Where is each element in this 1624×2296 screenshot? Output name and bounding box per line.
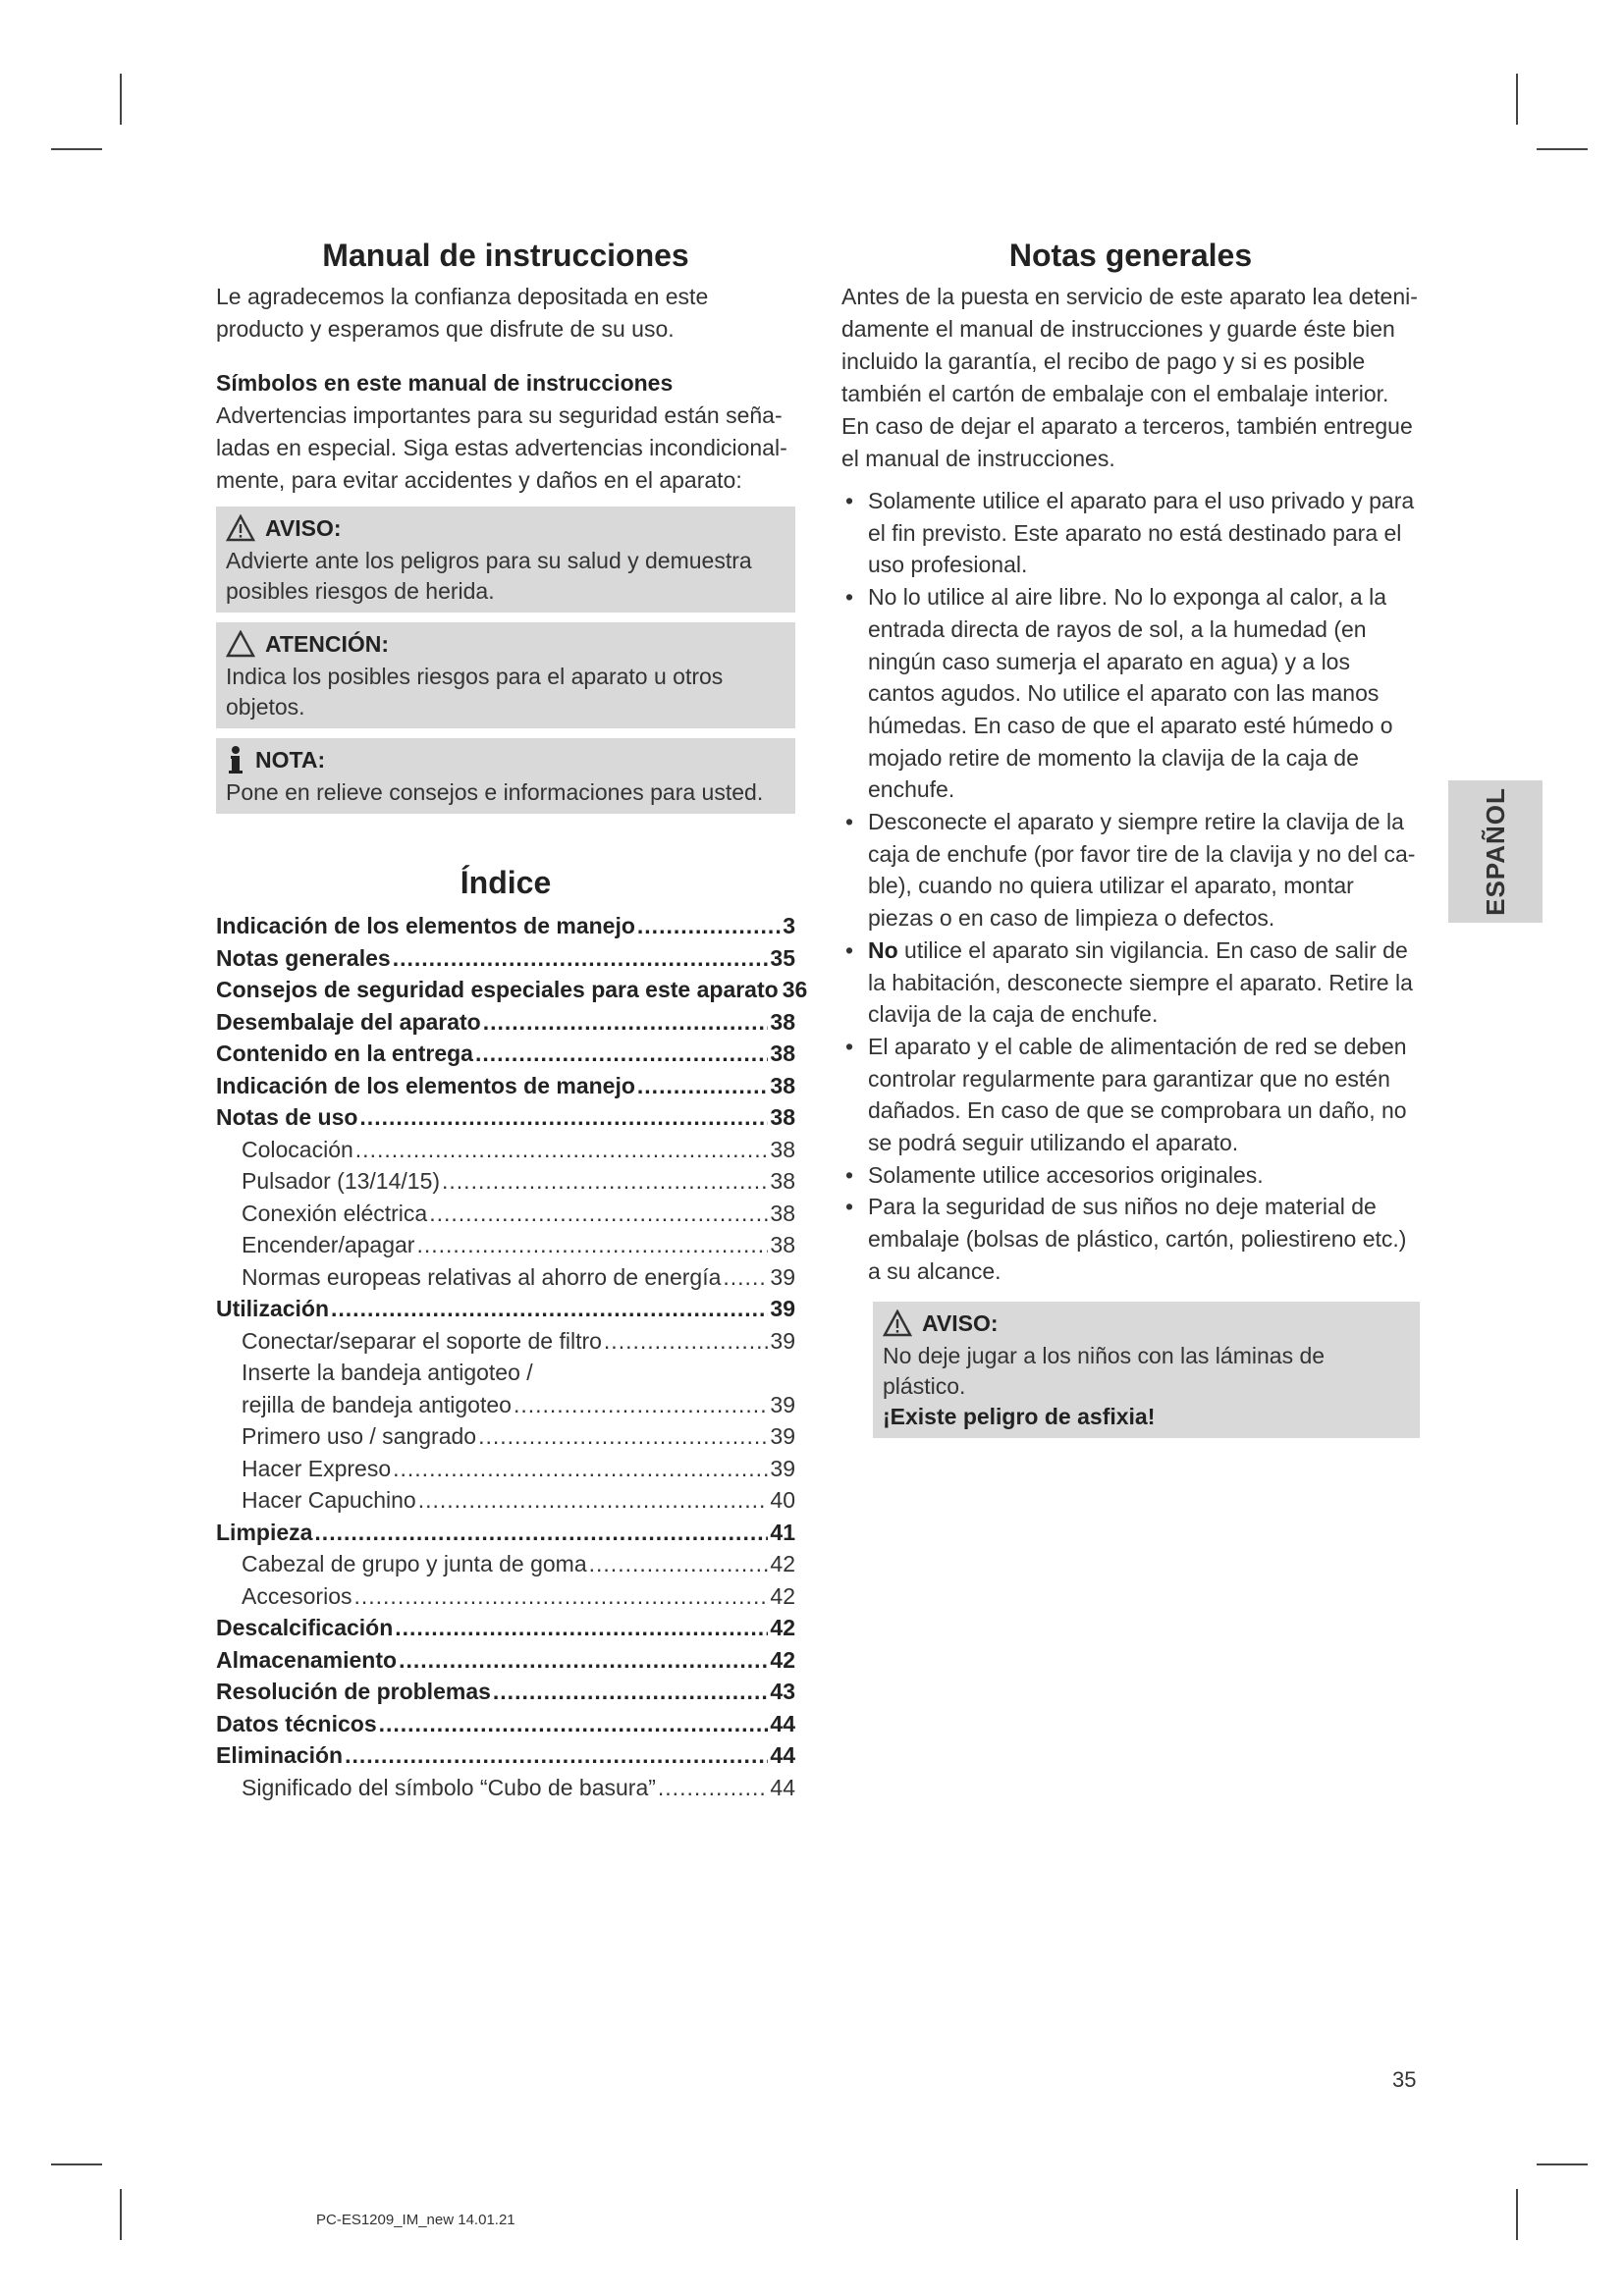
- toc-entry-label: Notas generales: [216, 944, 391, 971]
- toc-entry: [216, 1134, 795, 1166]
- toc-entry-label: Indicación de los elementos de manejo: [216, 913, 635, 938]
- toc-entry: [216, 1101, 795, 1134]
- toc-leader-dots: [393, 942, 769, 975]
- toc-entry: [216, 1420, 795, 1453]
- toc-entry: [216, 974, 808, 1006]
- warning-triangle-icon: [883, 1309, 912, 1337]
- toc-leader-dots: [589, 1548, 769, 1580]
- toc-entry: [216, 910, 795, 942]
- toc-entry: [216, 1484, 795, 1517]
- toc-entry-page: 39: [770, 1423, 795, 1449]
- toc-leader-dots: [353, 1580, 768, 1613]
- bullet-icon: •: [845, 1161, 854, 1188]
- toc-leader-dots: [658, 1772, 769, 1804]
- toc-leader-dots: [483, 1006, 769, 1039]
- crop-mark: [120, 2189, 122, 2240]
- toc-entry-label: Encender/apagar: [242, 1232, 415, 1257]
- toc-entry-page: 40: [770, 1487, 795, 1513]
- toc-leader-dots: [493, 1676, 769, 1708]
- crop-mark: [120, 74, 122, 125]
- toc-entry: [216, 1644, 795, 1677]
- toc-entry: [216, 1357, 795, 1389]
- bullet-icon: •: [845, 1033, 854, 1059]
- toc-entry-label: rejilla de bandeja antigoteo: [242, 1391, 512, 1417]
- note-title: NOTA:: [255, 747, 326, 773]
- list-item: [841, 1191, 1420, 1287]
- symbols-heading: Símbolos en este manual de instrucciones: [216, 370, 674, 396]
- toc-entry: [216, 1006, 795, 1039]
- list-item-text: El aparato y el cable de alimentación de red se deben controlar regularmente para garantizar que no estén dañados. En caso de que se comprobara un daño, no se podrá seguir utilizando el aparato.: [868, 1033, 1407, 1156]
- toc-entry: [216, 1772, 795, 1804]
- toc-entry-label: Colocación: [242, 1136, 353, 1162]
- list-item-emphasis: No: [868, 936, 898, 963]
- toc-entry-label: Descalcificación: [216, 1615, 394, 1640]
- toc-entry-label: Conectar/separar el soporte de filtro: [242, 1327, 602, 1354]
- list-item-text: Solamente utilice el aparato para el uso privado y para el fin previsto. Este aparato no está destinado para el uso profesional.: [868, 488, 1415, 578]
- warning-box: [216, 507, 795, 613]
- choking-warning-text: No deje jugar a los niños con las láminas de plástico.: [883, 1342, 1326, 1399]
- language-tab-label: ESPAÑOL: [1480, 787, 1510, 916]
- toc-entry-page: 38: [770, 1200, 795, 1226]
- note-box: [216, 738, 795, 814]
- toc-entry-page: 44: [770, 1710, 795, 1736]
- list-item: [841, 485, 1420, 581]
- list-item: [841, 806, 1420, 934]
- general-notes-intro: Antes de la puesta en servicio de este aparato lea detenidamente el manual de instrucciones y guarde éste bien incluido la garantía, el recibo de pago y si es posible también el cartón de embalaje con el embalaje interior. En caso de dejar el aparato a terceros, también entregue el manual de instrucciones.: [841, 284, 1418, 471]
- toc-entry: [216, 1580, 795, 1613]
- toc-leader-dots: [395, 1612, 768, 1644]
- toc-entry: [216, 1165, 795, 1198]
- warning-text: Advierte ante los peligros para su salud y demuestra posibles riesgos de herida.: [226, 548, 752, 604]
- list-item: [841, 934, 1420, 1031]
- toc-entry-page: 43: [770, 1679, 795, 1704]
- general-notes-list: [841, 485, 1420, 1288]
- toc-entry-label: Contenido en la entrega: [216, 1041, 473, 1066]
- crop-mark: [51, 148, 102, 150]
- toc-entry-page: 38: [770, 1168, 795, 1194]
- toc-entry-label: Almacenamiento: [216, 1646, 398, 1673]
- list-item-text: utilice el aparato sin vigilancia. En caso de salir de la habitación, desconecte siempre el aparato. Retire la clavija de la caja de enchufe.: [868, 936, 1413, 1028]
- manual-title: Manual de instrucciones: [322, 238, 689, 273]
- toc-entry-label: Significado del símbolo “Cubo de basura”: [242, 1774, 656, 1800]
- toc-entry-label: Inserte la bandeja antigoteo /: [242, 1360, 533, 1385]
- toc-entry: [216, 1325, 795, 1358]
- general-notes-title: Notas generales: [1008, 238, 1253, 273]
- toc-entry-page: 38: [770, 1041, 795, 1066]
- crop-mark: [1516, 2189, 1518, 2240]
- list-item-text: Para la seguridad de sus niños no deje material de embalaje (bolsas de plástico, cartón, poliestireno etc.) a su alcance.: [868, 1194, 1407, 1284]
- toc-entry: [216, 1453, 795, 1485]
- toc-entry-page: 44: [770, 1774, 795, 1800]
- toc-leader-dots: [355, 1134, 769, 1166]
- bullet-icon: •: [845, 936, 854, 963]
- bullet-icon: •: [845, 584, 854, 611]
- toc-entry: [216, 1389, 795, 1421]
- list-item: [841, 581, 1420, 806]
- toc-title: Índice: [460, 865, 552, 900]
- toc-entry-label: Indicación de los elementos de manejo: [216, 1072, 635, 1098]
- print-footer: PC-ES1209_IM_new 14.01.21: [316, 2212, 515, 2228]
- toc-entry-page: 38: [770, 1232, 795, 1257]
- toc-leader-dots: [379, 1708, 769, 1740]
- right-column: [841, 234, 1420, 1438]
- toc-entry-page: 42: [770, 1582, 795, 1609]
- toc-entry: [216, 1612, 795, 1644]
- toc-entry: [216, 1739, 795, 1772]
- toc-entry-page: 42: [770, 1615, 795, 1640]
- toc-entry-page: 39: [770, 1455, 795, 1481]
- toc-entry-page: 36: [782, 977, 808, 1002]
- crop-mark: [1516, 74, 1518, 125]
- toc-entry-label: Hacer Expreso: [242, 1455, 392, 1481]
- toc-entry-label: Hacer Capuchino: [242, 1487, 416, 1513]
- toc-entry-page: 44: [770, 1742, 795, 1768]
- toc-entry-label: Resolución de problemas: [216, 1679, 491, 1704]
- toc-leader-dots: [637, 1070, 769, 1102]
- caution-title: ATENCIÓN:: [265, 631, 390, 657]
- left-column: [216, 234, 808, 1803]
- choking-warning-title: AVISO:: [922, 1309, 999, 1336]
- toc-entry: [216, 1198, 795, 1230]
- toc-leader-dots: [478, 1420, 768, 1453]
- list-item-text: Solamente utilice accesorios originales.: [868, 1161, 1264, 1188]
- list-item-text: Desconecte el aparato y siempre retire la clavija de la caja de enchufe (por favor tire de la clavija y no del cable), cuando no quiera utilizar el aparato, montar piezas o en caso de limpieza o defectos.: [868, 809, 1416, 932]
- toc-entry-page: 38: [770, 1104, 795, 1130]
- toc-leader-dots: [475, 1038, 768, 1070]
- toc-entry-label: Pulsador (13/14/15): [242, 1168, 441, 1194]
- toc-entry: [216, 1038, 795, 1070]
- toc-entry-page: 39: [770, 1296, 795, 1321]
- language-tab: [1448, 780, 1543, 923]
- toc-leader-dots: [416, 1229, 768, 1261]
- toc-entry-label: Notas de uso: [216, 1104, 358, 1130]
- toc-entry-page: 42: [770, 1646, 795, 1673]
- toc-entry: [216, 1517, 795, 1549]
- toc-entry-label: Desembalaje del aparato: [216, 1008, 481, 1035]
- caution-triangle-icon: [226, 630, 255, 658]
- bullet-icon: •: [845, 1194, 854, 1220]
- toc-entry-label: Eliminación: [216, 1742, 344, 1768]
- page-number: 35: [1392, 2067, 1417, 2092]
- toc-entry-label: Utilización: [216, 1296, 330, 1321]
- toc-entry: [216, 1293, 795, 1325]
- crop-mark: [51, 2163, 102, 2165]
- toc-leader-dots: [331, 1293, 768, 1325]
- toc-entry: [216, 1708, 795, 1740]
- caution-text: Indica los posibles riesgos para el aparato u otros objetos.: [226, 664, 724, 720]
- toc-entry: [216, 1261, 795, 1294]
- toc-entry: [216, 942, 795, 975]
- toc-leader-dots: [345, 1739, 768, 1772]
- toc-leader-dots: [442, 1165, 768, 1198]
- table-of-contents: [216, 910, 808, 1803]
- list-item: [841, 1031, 1420, 1159]
- list-item-text: No lo utilice al aire libre. No lo exponga al calor, a la entrada directa de rayos de sol, a la humedad (en ningún caso sumerja el aparato en agua) y a los cantos agudos. No utilice el aparato con las manos húmedas. En caso de que el aparato esté húmedo o mojado retire de momento la clavija de la caja de enchufe.: [868, 584, 1393, 803]
- toc-leader-dots: [637, 910, 781, 942]
- toc-leader-dots: [514, 1389, 768, 1421]
- toc-entry-label: Primero uso / sangrado: [242, 1423, 477, 1449]
- toc-leader-dots: [314, 1517, 768, 1549]
- toc-entry-page: 38: [770, 1008, 795, 1035]
- toc-leader-dots: [393, 1453, 768, 1485]
- toc-entry-page: 42: [770, 1551, 795, 1576]
- toc-entry-page: 39: [770, 1391, 795, 1417]
- crop-mark: [1537, 148, 1588, 150]
- toc-entry: [216, 1070, 795, 1102]
- bullet-icon: •: [845, 488, 854, 513]
- symbols-text: Advertencias importantes para su seguridad están señaladas en especial. Siga estas advertencias incondicionalmente, para evitar accidentes y daños en el aparato:: [216, 402, 787, 493]
- toc-entry-page: 39: [770, 1327, 795, 1354]
- intro-text: Le agradecemos la confianza depositada en este producto y esperamos que disfrute de su uso.: [216, 284, 709, 342]
- toc-leader-dots: [604, 1325, 768, 1358]
- toc-entry: [216, 1676, 795, 1708]
- toc-entry-page: 35: [770, 944, 795, 971]
- info-icon: [226, 745, 245, 774]
- toc-entry-label: Cabezal de grupo y junta de goma: [242, 1551, 587, 1576]
- choking-warning-box: [873, 1302, 1420, 1438]
- toc-entry: [216, 1229, 795, 1261]
- warning-triangle-icon: [226, 514, 255, 542]
- toc-entry-label: Conexión eléctrica: [242, 1200, 428, 1226]
- toc-leader-dots: [399, 1644, 768, 1677]
- toc-entry-label: Consejos de seguridad especiales para este aparato: [216, 977, 779, 1002]
- toc-entry-page: 39: [770, 1263, 795, 1290]
- toc-entry-label: Accesorios: [242, 1582, 352, 1609]
- toc-entry-label: Normas europeas relativas al ahorro de energía: [242, 1263, 722, 1290]
- toc-leader-dots: [723, 1261, 768, 1294]
- toc-entry-page: 38: [770, 1072, 795, 1098]
- warning-title: AVISO:: [265, 515, 342, 541]
- toc-leader-dots: [429, 1198, 768, 1230]
- toc-leader-dots: [418, 1484, 769, 1517]
- crop-mark: [1537, 2163, 1588, 2165]
- toc-entry-label: Datos técnicos: [216, 1710, 377, 1736]
- toc-entry-page: 41: [770, 1519, 795, 1545]
- toc-entry-page: 3: [783, 913, 795, 938]
- toc-entry-page: 38: [770, 1136, 795, 1162]
- list-item: [841, 1159, 1420, 1192]
- choking-warning-emphasis: ¡Existe peligro de asfixia!: [883, 1403, 1156, 1429]
- bullet-icon: •: [845, 809, 854, 835]
- toc-entry: [216, 1548, 795, 1580]
- note-text: Pone en relieve consejos e informaciones para usted.: [226, 779, 764, 805]
- toc-leader-dots: [359, 1101, 768, 1134]
- caution-box: [216, 622, 795, 728]
- toc-entry-label: Limpieza: [216, 1519, 313, 1545]
